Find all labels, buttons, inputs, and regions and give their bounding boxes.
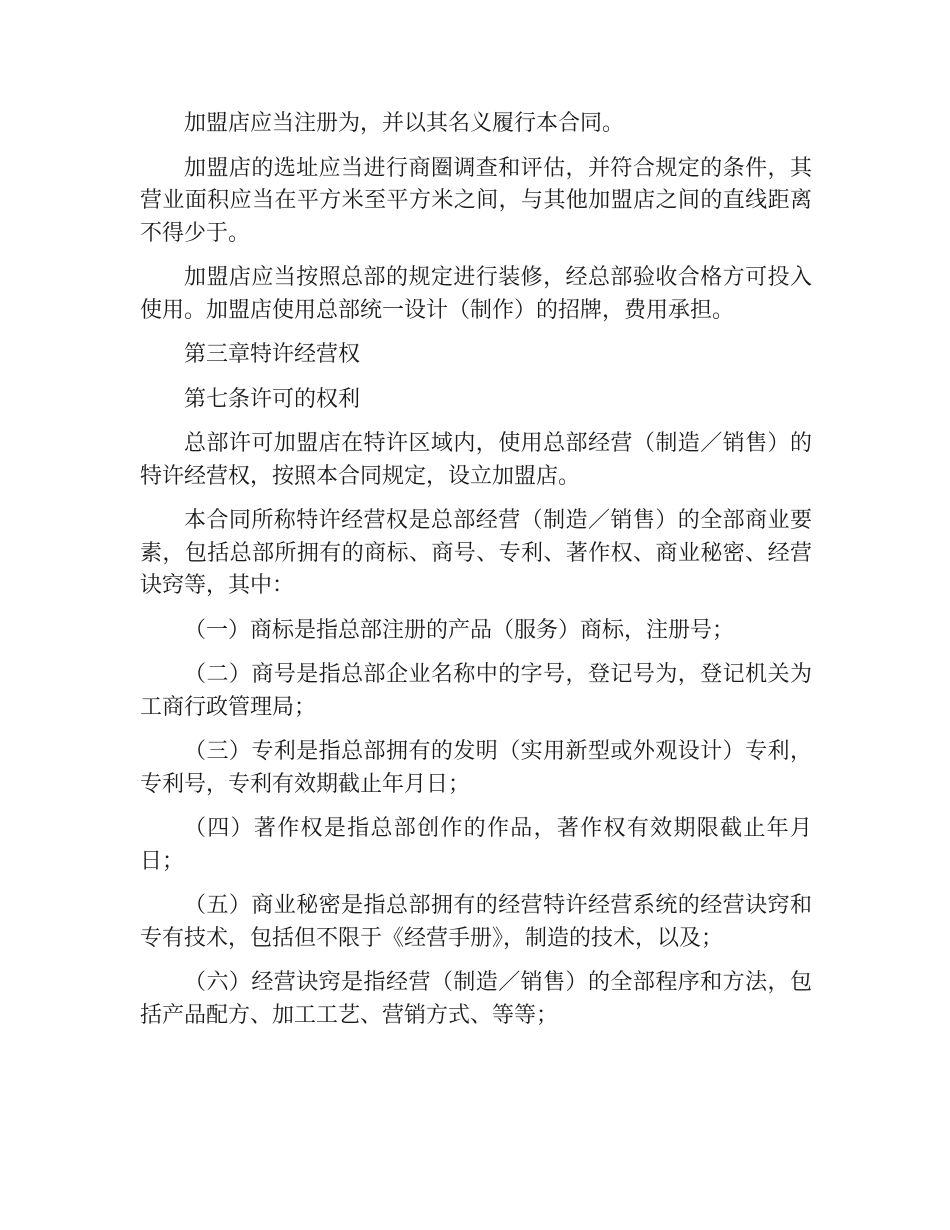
paragraph-registration: 加盟店应当注册为，并以其名义履行本合同。: [184, 111, 625, 136]
chapter-heading: 第三章特许经营权: [184, 342, 361, 367]
list-item-patent: （三）专利是指总部拥有的发明（实用新型或外观设计）专利，专利号，专利有效期截止年月日；: [140, 739, 812, 797]
paragraph-license-grant: 总部许可加盟店在特许区域内，使用总部经营（制造／销售）的特许经营权，按照本合同规定，设立加盟店。: [140, 431, 812, 489]
list-item-trade-name: （二）商号是指总部企业名称中的字号，登记号为，登记机关为工商行政管理局；: [140, 662, 812, 720]
document-body: [140, 108, 812, 1044]
paragraph-site-selection: 加盟店的选址应当进行商圈调查和评估，并符合规定的条件，其营业面积应当在平方米至平方米之间，与其他加盟店之间的直线距离不得少于。: [140, 155, 812, 246]
list-item-know-how: （六）经营诀窍是指经营（制造／销售）的全部程序和方法，包括产品配方、加工工艺、营销方式、等等；: [140, 970, 812, 1028]
list-item-copyright: （四）著作权是指总部创作的作品，著作权有效期限截止年月日；: [140, 816, 812, 874]
paragraph-decoration: 加盟店应当按照总部的规定进行装修，经总部验收合格方可投入使用。加盟店使用总部统一设计（制作）的招牌，费用承担。: [140, 265, 812, 323]
paragraph-franchise-definition: 本合同所称特许经营权是总部经营（制造／销售）的全部商业要素，包括总部所拥有的商标、商号、专利、著作权、商业秘密、经营诀窍等，其中：: [140, 508, 812, 598]
article-heading: 第七条许可的权利: [184, 386, 361, 412]
list-item-trademark: （一）商标是指总部注册的产品（服务）商标，注册号；: [184, 617, 735, 643]
list-item-trade-secret: （五）商业秘密是指总部拥有的经营特许经营系统的经营诀窍和专有技术，包括但不限于《经营手册》，制造的技术，以及；: [140, 893, 812, 951]
